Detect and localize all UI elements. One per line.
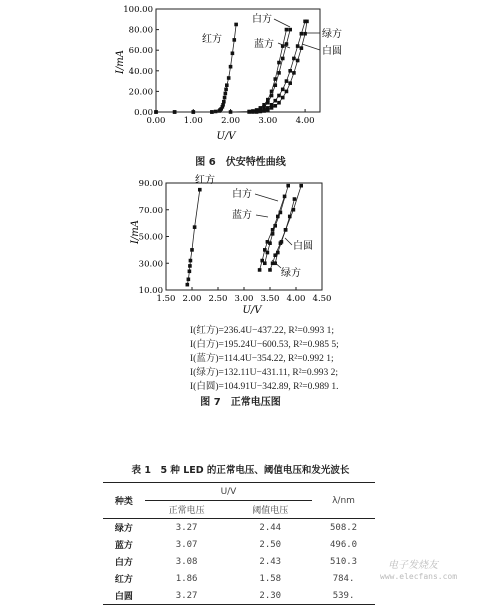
y-tick-label: 90.00 (138, 179, 163, 189)
data-point (232, 38, 236, 42)
data-point (283, 195, 287, 199)
x-tick-label: 3.00 (234, 294, 254, 304)
fig6-label-white-circle: 白圆 (322, 46, 342, 57)
data-point (280, 240, 284, 244)
fig6-label-green: 绿方 (322, 29, 342, 40)
data-point (188, 269, 192, 273)
y-tick-label: 40.00 (128, 66, 153, 77)
x-tick-label: 2.00 (182, 294, 202, 304)
data-point (277, 71, 281, 75)
data-point (266, 101, 270, 105)
watermark-url: www.elecfans.com (380, 572, 458, 581)
cell-wavelength: 539. (312, 587, 375, 605)
data-point (276, 215, 280, 219)
table-row (103, 570, 375, 587)
fig6-label-red: 红方 (202, 34, 222, 45)
data-point (193, 225, 197, 229)
data-point (296, 44, 300, 48)
cell-wavelength: 784. (332, 573, 355, 584)
y-tick-label: 0.00 (134, 108, 153, 118)
data-point (299, 184, 303, 188)
data-point (305, 20, 309, 24)
fig7-label-green: 绿方 (281, 268, 301, 279)
data-point (259, 110, 263, 114)
cell-normal: 3.27 (145, 587, 229, 605)
table-row (103, 519, 375, 537)
data-point (270, 94, 274, 98)
cell-kind: 蓝方 (114, 541, 133, 551)
data-point (221, 103, 225, 107)
regression-equations (190, 324, 339, 394)
fig7-label-white-circle: 白圆 (293, 241, 313, 252)
data-point (262, 105, 266, 109)
figure-7-chart (0, 170, 481, 320)
cell-threshold: 2.50 (259, 539, 282, 550)
cell-kind: 绿方 (103, 519, 145, 537)
data-point (222, 100, 226, 104)
cell-threshold: 2.44 (228, 519, 312, 537)
cell-normal: 3.27 (145, 519, 229, 537)
data-point (284, 228, 288, 232)
data-point (210, 110, 214, 114)
data-point (273, 99, 277, 103)
equation-blue: I(蓝方)=114.4U−354.22, R²=0.992 1; (190, 354, 334, 364)
data-point (288, 69, 292, 73)
fig7-leader-white-circle (285, 238, 292, 245)
data-point (270, 106, 274, 110)
series-line (253, 21, 305, 112)
figure-6-caption: 图 6 伏安特性曲线 (195, 157, 286, 168)
y-tick-label: 10.00 (138, 286, 163, 296)
y-tick-label: 80.00 (128, 25, 153, 36)
x-tick-label: 2.00 (221, 116, 241, 126)
header-voltage-group: U/V (145, 483, 312, 501)
data-point (247, 110, 251, 114)
data-point (263, 248, 267, 252)
header-kind: 种类 (103, 483, 145, 519)
data-point (229, 110, 233, 114)
data-point (277, 61, 281, 65)
equation-white-circle: I(白圆)=104.91U−342.89, R²=0.989 1. (190, 382, 339, 392)
data-point (281, 88, 285, 92)
led-voltage-table (103, 482, 375, 605)
data-point (285, 28, 289, 32)
data-point (300, 46, 304, 50)
data-point (285, 90, 289, 94)
data-point (229, 65, 233, 69)
data-point (262, 109, 266, 113)
data-point (270, 103, 274, 107)
x-tick-label: 3.50 (260, 294, 280, 304)
data-point (285, 79, 289, 83)
cell-normal: 3.07 (175, 539, 198, 550)
data-point (292, 71, 296, 75)
data-point (292, 57, 296, 61)
plot-frame (156, 9, 320, 112)
cell-normal: 1.86 (175, 573, 198, 584)
header-threshold-voltage: 阈值电压 (252, 506, 289, 516)
data-point (224, 92, 228, 96)
table-1-title: 表 1 5 种 LED 的正常电压、阈值电压和发光波长 (131, 465, 350, 476)
data-point (300, 32, 304, 36)
data-point (187, 278, 191, 282)
y-tick-label: 50.00 (138, 232, 163, 243)
data-point (255, 110, 259, 114)
data-point (231, 51, 235, 55)
y-tick-label: 20.00 (128, 87, 153, 98)
data-point (173, 110, 177, 114)
fig6-label-white-square: 白方 (252, 14, 272, 25)
fig7-ylabel: I/mA (130, 219, 141, 245)
x-tick-label: 4.50 (312, 294, 332, 304)
equation-green: I(绿方)=132.11U−431.11, R²=0.993 2; (190, 368, 339, 378)
data-point (227, 76, 231, 80)
y-tick-label: 100.00 (123, 5, 153, 15)
data-point (277, 94, 281, 98)
fig6-leader-white-circle (302, 44, 320, 50)
data-point (260, 259, 264, 263)
data-point (288, 28, 292, 32)
fig6-label-blue: 蓝方 (254, 39, 274, 50)
cell-wavelength: 496.0 (329, 539, 358, 550)
fig6-leader-white-square (274, 19, 290, 27)
table-row (103, 536, 375, 553)
x-tick-label: 3.00 (258, 116, 278, 126)
fig7-leader-blue (256, 215, 268, 217)
fig7-label-red: 红方 (195, 175, 215, 186)
data-point (154, 110, 158, 114)
cell-threshold: 1.58 (259, 573, 282, 584)
cell-threshold: 2.43 (259, 556, 282, 567)
fig7-leader-white-square (255, 194, 278, 201)
x-tick-label: 1.00 (183, 116, 203, 126)
data-point (266, 240, 270, 244)
data-point (276, 251, 280, 255)
x-tick-label: 1.50 (156, 294, 176, 304)
fig7-label-white-square: 白方 (232, 189, 252, 200)
data-point (225, 83, 229, 87)
cell-wavelength: 508.2 (312, 519, 375, 537)
data-point (268, 268, 272, 272)
fig7-xlabel: U/V (242, 305, 262, 316)
x-tick-label: 0.00 (146, 116, 166, 126)
header-wavelength: λ/nm (312, 483, 375, 519)
data-point (198, 188, 202, 192)
table-row (103, 587, 375, 605)
figure-7-caption: 图 7 正常电压图 (200, 397, 281, 408)
data-point (303, 32, 307, 36)
data-point (223, 96, 227, 100)
data-point (188, 264, 192, 268)
cell-kind: 白方 (114, 558, 133, 568)
data-point (277, 101, 281, 105)
data-point (189, 259, 193, 263)
data-point (258, 268, 262, 272)
data-point (286, 184, 290, 188)
table-row (103, 553, 375, 570)
fig7-label-blue: 蓝方 (232, 210, 252, 221)
data-point (214, 110, 218, 114)
data-point (273, 104, 277, 108)
data-point (251, 110, 255, 114)
data-point (191, 110, 195, 114)
x-tick-label: 4.00 (286, 294, 306, 304)
data-point (234, 23, 238, 27)
fig6-ylabel: I/mA (115, 49, 126, 75)
data-point (285, 42, 289, 46)
watermark-logo: 电子发烧友 (388, 560, 438, 571)
cell-wavelength: 510.3 (329, 556, 358, 567)
x-tick-label: 2.50 (208, 294, 228, 304)
cell-kind: 红方 (114, 575, 133, 585)
equation-white-square: I(白方)=195.24U−600.53, R²=0.985 5; (190, 340, 339, 350)
data-point (288, 81, 292, 85)
data-point (266, 108, 270, 112)
figure-6-chart (0, 0, 481, 148)
cell-threshold: 2.30 (228, 587, 312, 605)
data-point (271, 228, 275, 232)
y-tick-label: 70.00 (138, 205, 163, 216)
data-point (293, 197, 297, 201)
equation-red: I(红方)=236.4U−437.22, R²=0.993 1; (190, 326, 334, 336)
data-point (273, 83, 277, 87)
data-point (186, 283, 190, 287)
fig6-xlabel: U/V (216, 131, 236, 142)
cell-normal: 3.08 (175, 556, 198, 567)
data-point (296, 59, 300, 63)
cell-kind: 白圆 (103, 587, 145, 605)
data-point (281, 57, 285, 61)
y-tick-label: 30.00 (138, 259, 163, 270)
x-tick-label: 4.00 (295, 116, 315, 126)
data-point (281, 96, 285, 100)
data-point (288, 215, 292, 219)
header-normal-voltage: 正常电压 (168, 506, 205, 516)
data-point (224, 88, 228, 92)
y-tick-label: 60.00 (128, 46, 153, 57)
data-point (190, 248, 194, 252)
